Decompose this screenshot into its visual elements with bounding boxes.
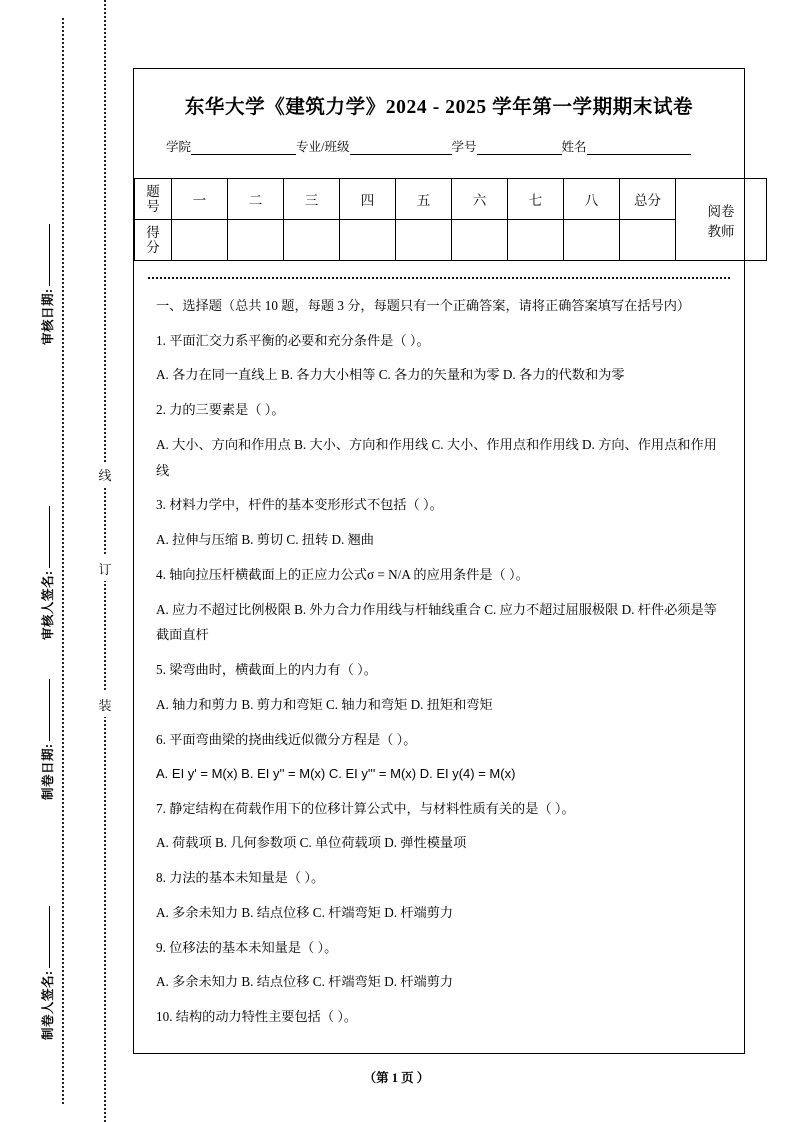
question-item [156, 727, 722, 787]
score-cell-0[interactable] [172, 220, 228, 261]
margin-label-rule [49, 906, 50, 968]
binding-char-1: 订 [95, 556, 115, 581]
score-table [134, 178, 767, 261]
score-column-header-6: 七 [508, 179, 564, 220]
score-column-header-2: 三 [284, 179, 340, 220]
score-table-header-row [135, 179, 767, 220]
question-item [156, 397, 722, 483]
margin-label-0 [38, 224, 56, 345]
question-text: 5. 梁弯曲时，横截面上的内力有（ ）。 [156, 662, 377, 678]
score-cell-2[interactable] [284, 220, 340, 261]
question-text: 7. 静定结构在荷载作用下的位移计算公式中，与材料性质有关的是（ ）。 [156, 800, 575, 816]
page-footer: （第 1 页 ） [363, 1071, 430, 1085]
row-label-score: 得 分 [135, 220, 172, 261]
question-options: A. 各力在同一直线上 B. 各力大小相等 C. 各力的矢量和为零 D. 各力的代数和为零 [156, 367, 625, 383]
exam-sheet [133, 68, 745, 1054]
score-column-header-7: 八 [564, 179, 620, 220]
question-options: A. 大小、方向和作用点 B. 大小、方向和作用线 C. 大小、作用点和作用线 D. 方向、作用点和作用线 [156, 436, 717, 478]
question-item [156, 935, 722, 995]
question-item [156, 328, 722, 388]
field-major-class [296, 137, 451, 155]
score-cell-1[interactable] [228, 220, 284, 261]
question-text: 6. 平面弯曲梁的挠曲线近似微分方程是（ ）。 [156, 731, 417, 747]
margin-label-1 [38, 506, 56, 640]
margin-label-3 [38, 906, 56, 1040]
field-name-input[interactable] [587, 141, 691, 155]
margin-label-rule [49, 224, 50, 286]
margin-label-text: 审核日期: [41, 288, 55, 345]
score-table-value-row [135, 220, 767, 261]
question-options: A. 轴力和剪力 B. 剪力和弯矩 C. 轴力和弯矩 D. 扭矩和弯矩 [156, 696, 493, 712]
margin-label-text: 审核人签名: [41, 570, 55, 640]
field-name [562, 137, 691, 155]
score-cell-5[interactable] [452, 220, 508, 261]
score-column-header-4: 五 [396, 179, 452, 220]
question-item [156, 796, 722, 856]
field-college [166, 137, 296, 155]
score-column-header-teacher: 阅卷 教师 [676, 179, 767, 261]
outer-margin-dotted-line [62, 18, 64, 1104]
score-cell-6[interactable] [508, 220, 564, 261]
field-college-input[interactable] [191, 141, 296, 155]
question-item [156, 562, 722, 648]
field-major-class-input[interactable] [350, 141, 452, 155]
question-text: 1. 平面汇交力系平衡的必要和充分条件是（ ）。 [156, 332, 430, 348]
question-options: A. 多余未知力 B. 结点位移 C. 杆端弯矩 D. 杆端剪力 [156, 974, 454, 990]
margin-label-rule [49, 506, 50, 568]
question-body [156, 293, 722, 1030]
question-list [156, 328, 722, 1030]
margin-label-2 [38, 679, 56, 800]
question-text: 3. 材料力学中，杆件的基本变形形式不包括（ ）。 [156, 497, 443, 513]
field-name-label: 姓名 [561, 140, 587, 154]
student-info-row [166, 137, 724, 155]
question-options: A. 荷载项 B. 几何参数项 C. 单位荷载项 D. 弹性模量项 [156, 835, 467, 851]
score-column-header-3: 四 [340, 179, 396, 220]
score-cell-7[interactable] [564, 220, 620, 261]
question-item [156, 657, 722, 717]
question-text: 8. 力法的基本未知量是（ ）。 [156, 870, 325, 886]
question-options: A. EI y' = M(x) B. EI y'' = M(x) C. EI y''' = M(x) D. EI y(4) = M(x) [156, 766, 516, 782]
score-cell-4[interactable] [396, 220, 452, 261]
question-item [156, 865, 722, 925]
question-options: A. 应力不超过比例极限 B. 外力合力作用线与杆轴线重合 C. 应力不超过屈服极限 D. 杆件必须是等截面直杆 [156, 601, 717, 643]
question-item [156, 1004, 722, 1030]
field-major-class-label: 专业/班级 [296, 140, 350, 154]
field-student-id-label: 学号 [451, 140, 477, 154]
field-student-id-input[interactable] [477, 141, 562, 155]
question-item [156, 492, 722, 552]
score-column-header-1: 二 [228, 179, 284, 220]
binding-char-2: 装 [95, 692, 115, 717]
question-text: 2. 力的三要素是（ ）。 [156, 402, 285, 418]
section-divider [148, 277, 730, 279]
score-cell-3[interactable] [340, 220, 396, 261]
score-cell-total[interactable] [620, 220, 676, 261]
score-column-header-0: 一 [172, 179, 228, 220]
question-text: 4. 轴向拉压杆横截面上的正应力公式σ = N/A 的应用条件是（ ）。 [156, 566, 529, 582]
score-column-header-5: 六 [452, 179, 508, 220]
margin-label-rule [49, 679, 50, 741]
section-heading: 一、选择题（总共 10 题，每题 3 分，每题只有一个正确答案，请将正确答案填写在括号内） [156, 298, 691, 313]
question-text: 9. 位移法的基本未知量是（ ）。 [156, 939, 338, 955]
row-label-question-number: 题 号 [135, 179, 172, 220]
question-options: A. 多余未知力 B. 结点位移 C. 杆端弯矩 D. 杆端剪力 [156, 904, 454, 920]
score-column-header-total: 总分 [620, 179, 676, 220]
margin-label-text: 制卷日期: [41, 743, 55, 800]
binding-char-0: 线 [95, 462, 115, 487]
question-options: A. 拉伸与压缩 B. 剪切 C. 扭转 D. 翘曲 [156, 532, 374, 548]
margin-label-text: 制卷人签名: [41, 970, 55, 1040]
field-student-id [452, 137, 562, 155]
question-text: 10. 结构的动力特性主要包括（ ）。 [156, 1009, 358, 1025]
page-title: 东华大学《建筑力学》2024 - 2025 学年第一学期期末试卷 [184, 97, 694, 118]
field-college-label: 学院 [166, 140, 192, 154]
